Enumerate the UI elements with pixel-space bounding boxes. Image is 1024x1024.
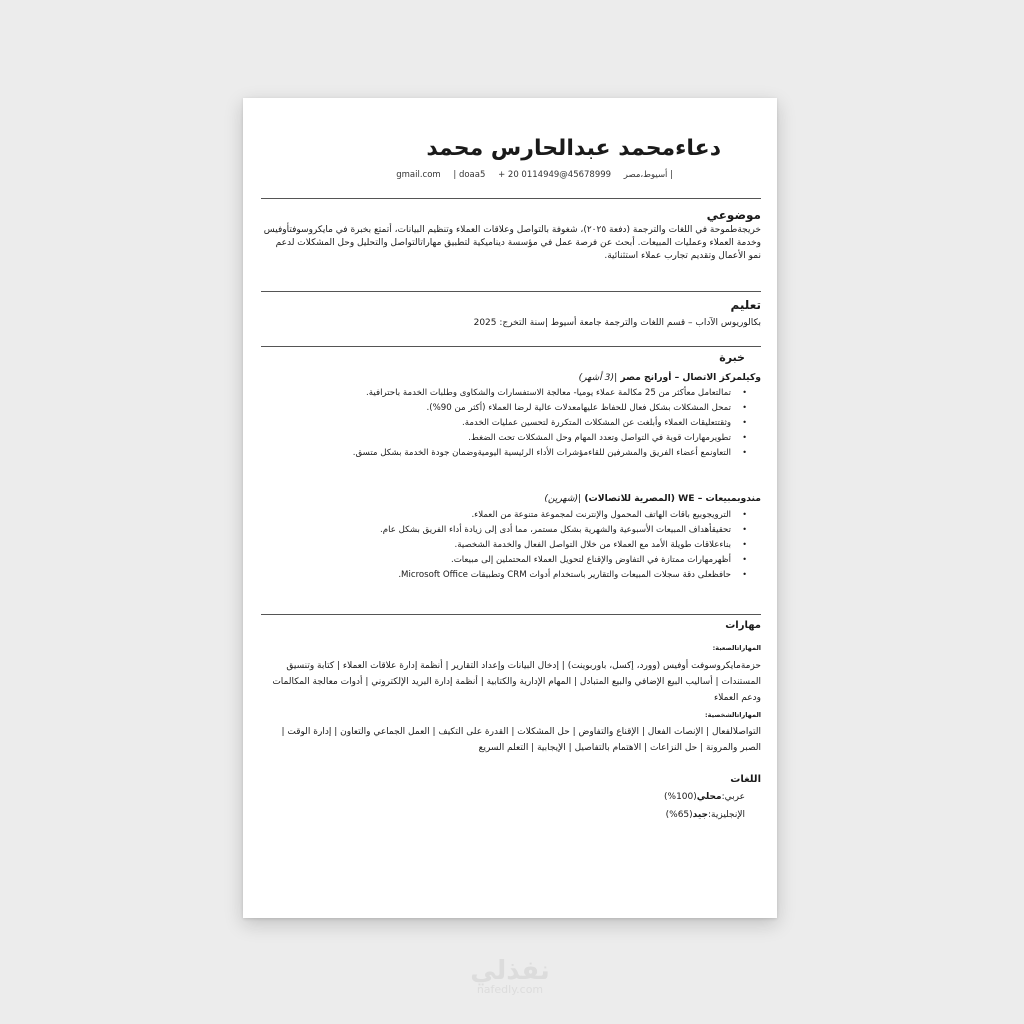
objective-heading: موضوعي [706,208,761,222]
language-english [666,810,745,820]
education-text: بكالوريوس الآداب – قسم اللغات والترجمة جامعة أسيوط |سنة التخرج: 2025 [473,318,761,328]
list-item: • تمالتعامل معأكثر من 25 مكالمة عملاء يوميا- معالجة الاستفسارات والشكاوى وطلبات الخدمة باحترافية. [281,387,753,399]
hard-skills-heading: المهاراتالصعبة: [712,644,761,652]
soft-skills-text: التواصلالفعال | الإنصات الفعال | الإقناع والتفاوض | حل المشكلات | القدرة على التكيف | العمل الجماعي والتعاون | إدارة الوقت | الصبر والمرونة | حل النزاعات | الاهتمام بالتفاصيل | الإيجابية | التعلم السريع [281,727,761,753]
objective-text: خريجةطموحة في اللغات والترجمة (دفعة ٢٠٢٥)، شغوفة بالتواصل وعلاقات العملاء وتنظيم البيانات، أتمتع بخبرة في مايكروسوفتأوفيس وخدمة العملاء وعمليات المبيعات. أبحث عن فرصة عمل في مؤسسة ديناميكية لتطبيق مهاراتالتواصل والتحليل وحل المشكلات لدعم نمو الأعمال وتقديم تجارب عملاء استثنائية. [263,225,761,261]
skills-heading: مهارات [725,620,761,631]
education-heading: تعليم [730,298,761,312]
job-duration: |(شهرين) [544,493,582,504]
watermark-latin: nafedly.com [476,983,544,996]
experience-heading: خبرة [719,351,745,364]
divider [261,291,761,292]
list-item: • تحقيقأهداف المبيعات الأسبوعية والشهرية بشكل مستمر، مما أدى إلى زيادة أداء الفريق بشكل عام. [281,524,753,536]
divider [261,614,761,615]
resume-content [261,98,761,918]
soft-skills-heading: المهاراتالشخصية: [705,711,761,719]
list-item: • تطويرمهارات قوية في التواصل وتعدد المهام وحل المشكلات تحت الضغط. [281,432,753,444]
list-item: • الترويجوبيع باقات الهاتف المحمول والإنترنت لمجموعة متنوعة من العملاء. [281,509,753,521]
job-bullets-we [281,509,753,584]
language-arabic [664,792,745,802]
handle-text: | doaa5 [453,170,486,180]
watermark-arabic: نفذلي [470,956,550,986]
job-title-we [544,493,761,504]
candidate-name: دعاءمحمد عبدالحارس محمد [426,136,721,161]
watermark-logo [430,958,590,996]
divider [261,198,761,199]
resume-page [243,98,777,918]
language-level: جيد [692,810,709,820]
languages-heading: اللغات [730,774,761,785]
divider [261,346,761,347]
language-percent: (100%) [664,792,697,802]
list-item: • أظهرمهارات ممتازة في التفاوض والإقناع لتحويل العملاء المحتملين إلى مبيعات. [281,554,753,566]
job-title-orange [579,372,761,383]
list-item: • حافظعلى دقة سجلات المبيعات والتقارير باستخدام أدوات CRM وتطبيقات Microsoft Office. [281,569,753,581]
job-duration: |(3 أشهر) [578,372,618,383]
hard-skills-text: حزمةمايكروسوفت أوفيس (وورد، إكسل، باوربوينت) | إدخال البيانات وإعداد التقارير | أنظمة إدارة علاقات العملاء | كتابة وتنسيق المستندات | أساليب البيع الإضافي والبيع المتبادل | المهام الإدارية والكتابية | أنظمة إدارة البريد الإلكتروني | أدوات معالجة المكالمات ودعم العملاء [272,661,761,703]
list-item: • تمحل المشكلات بشكل فعال للحفاظ عليهامعدلات عالية لرضا العملاء (أكثر من 90%). [281,402,753,414]
location-text: | أسيوط،مصر [623,170,673,180]
list-item: • التعاونمع أعضاء الفريق والمشرفين للقاءمؤشرات الأداء الرئيسية اليوميةوضمان جودة الخدمة بشكل متسق. [281,447,753,459]
contact-line [386,170,673,180]
list-item: • بناءعلاقات طويلة الأمد مع العملاء من خلال التواصل الفعال والخدمة الشخصية. [281,539,753,551]
job-bullets-orange [281,387,753,462]
language-name: الإنجليزية: [708,810,745,820]
job-title-text: مندوبمبيعات – WE (المصرية للاتصالات) [584,493,761,504]
email-text[interactable]: 45678999@gmail.com [396,170,612,180]
phone-text: + 20 0114949 [498,170,560,180]
list-item: • وثقتتعليقات العملاء وأبلغت عن المشكلات المتكررة لتحسين عمليات الخدمة. [281,417,753,429]
language-name: عربي: [721,792,745,802]
job-title-text: وكيلمركز الاتصال – أورانج مصر [620,372,761,383]
language-level: محلي [696,792,722,802]
language-percent: (65%) [665,810,693,820]
